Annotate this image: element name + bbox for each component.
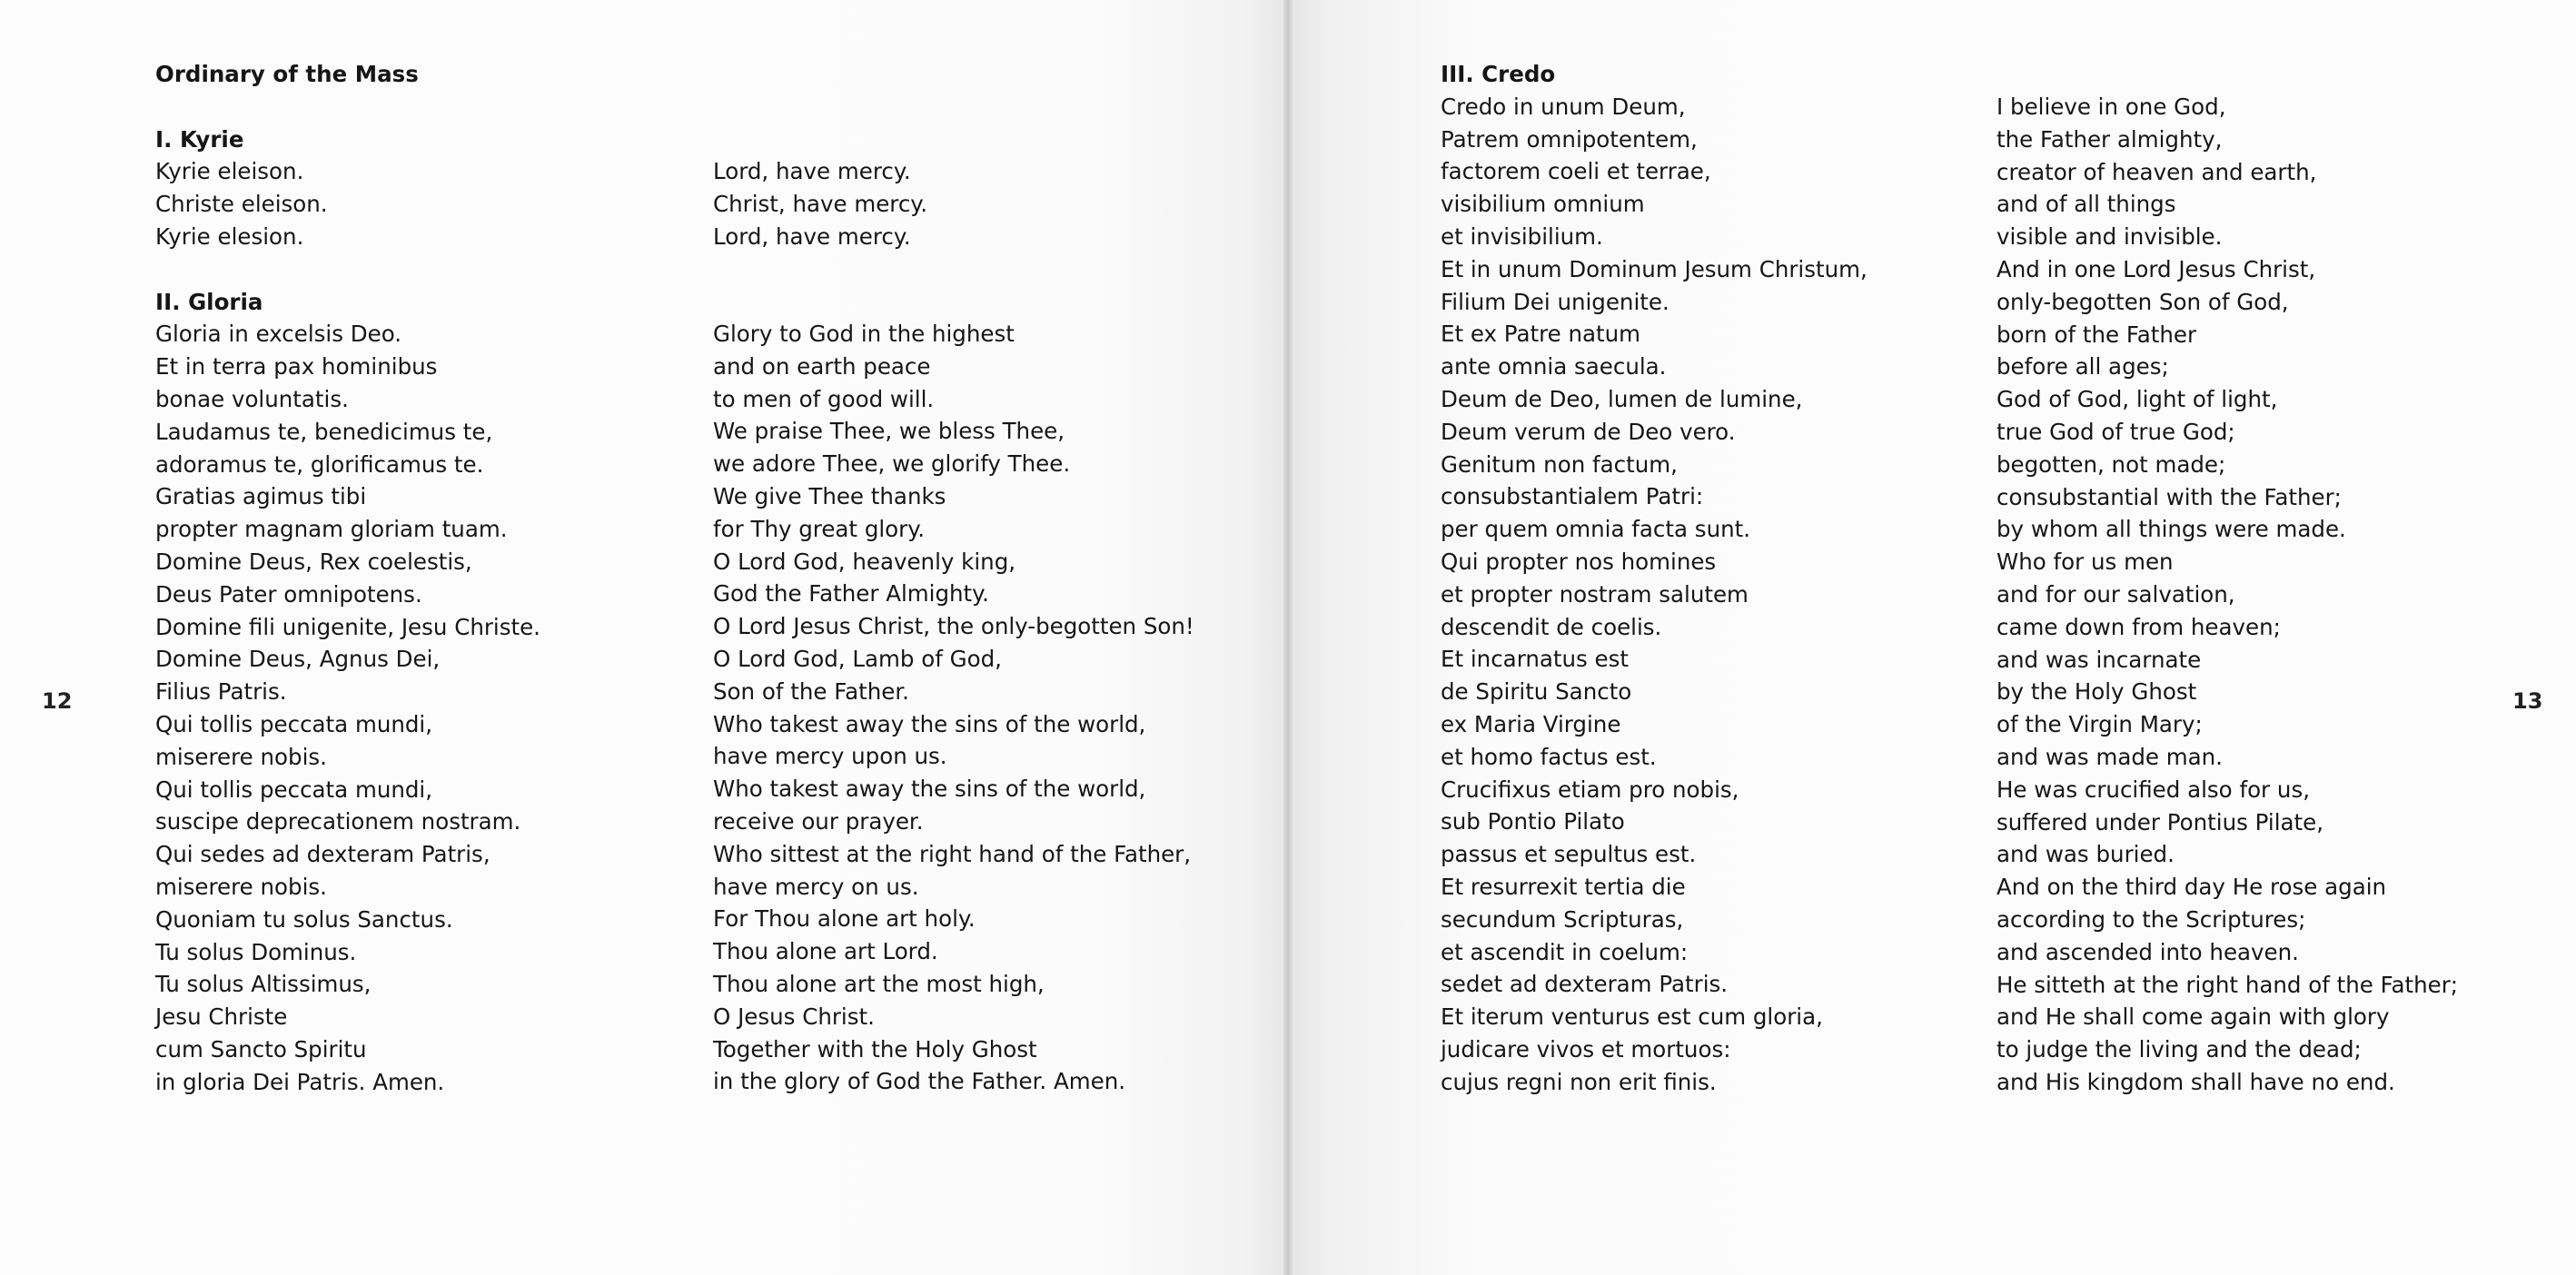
gloria-english-line: in the glory of God the Father. Amen. (713, 1068, 1126, 1095)
gloria-english-line: O Lord God, Lamb of God, (713, 645, 1002, 672)
gloria-english-line: for Thy great glory. (713, 515, 926, 542)
credo-latin-line: Et resurrexit tertia die (1441, 873, 1686, 900)
gloria-latin-line: Qui sedes ad dexteram Patris, (155, 841, 490, 868)
credo-english-line: I believe in one God, (1996, 94, 2226, 120)
gloria-english-line: receive our prayer. (713, 807, 924, 835)
credo-latin-line: descendit de coelis. (1441, 613, 1662, 640)
gloria-latin-line: Qui tollis peccata mundi, (155, 776, 433, 803)
credo-latin-line: et propter nostram salutem (1441, 580, 1749, 608)
right-page (1288, 0, 2576, 1275)
gloria-latin-line: miserere nobis. (155, 743, 327, 770)
credo-latin-line: Et in unum Dominum Jesum Christum, (1441, 255, 1868, 282)
kyrie-latin-line: Kyrie elesion. (155, 222, 304, 250)
credo-latin-line: Et incarnatus est (1441, 646, 1630, 673)
credo-latin-line: et ascendit in coelum: (1441, 938, 1689, 965)
page-number-right: 13 (2512, 688, 2543, 714)
credo-english-line: by the Holy Ghost (1996, 678, 2197, 706)
credo-latin-line: Qui propter nos homines (1441, 548, 1717, 575)
spacer (713, 252, 1194, 285)
gloria-english-line: Who takest away the sins of the world, (713, 710, 1146, 737)
book-spine-gutter (1283, 0, 1293, 1275)
gloria-latin-line: Tu solus Altissimus, (155, 971, 372, 998)
credo-latin-line: Filium Dei unigenite. (1441, 288, 1669, 315)
gloria-english-line: Thou alone art Lord. (713, 938, 938, 965)
spacer (155, 91, 540, 124)
credo-english-line: born of the Father (1996, 321, 2197, 348)
credo-latin-line: Et iterum venturus est cum gloria, (1441, 1003, 1823, 1031)
spacer (713, 285, 1194, 318)
credo-latin-line: Deum verum de Deo vero. (1441, 418, 1736, 445)
credo-english-line: And on the third day He rose again (1996, 874, 2387, 901)
kyrie-english-line: Lord, have mercy. (713, 158, 911, 184)
credo-english-line: the Father almighty, (1996, 125, 2223, 153)
credo-english-line: and He shall come again with glory (1996, 1003, 2390, 1031)
gloria-latin-line: Domine Deus, Rex coelestis, (155, 548, 472, 575)
gloria-english-line: For Thou alone art holy. (713, 905, 976, 933)
english-column-right-page (1996, 91, 2458, 1099)
gloria-latin-line: Jesu Christe (155, 1003, 288, 1031)
gloria-latin-line: in gloria Dei Patris. Amen. (155, 1068, 445, 1095)
gloria-english-line: We praise Thee, we bless Thee, (713, 418, 1065, 445)
gloria-english-line: We give Thee thanks (713, 482, 946, 509)
gloria-english-line: have mercy on us. (713, 873, 919, 900)
gloria-english-line: God the Father Almighty. (713, 580, 989, 608)
kyrie-title: I. Kyrie (155, 125, 244, 153)
credo-latin-line: ante omnia saecula. (1441, 353, 1667, 381)
latin-column-left-page (155, 58, 540, 1099)
gloria-latin-line: bonae voluntatis. (155, 385, 349, 412)
gloria-latin-line: Filius Patris. (155, 678, 287, 706)
credo-english-line: and was made man. (1996, 743, 2223, 770)
credo-latin-line: Crucifixus etiam pro nobis, (1441, 776, 1739, 803)
credo-english-line: of the Virgin Mary; (1996, 711, 2203, 738)
gloria-english-line: Glory to God in the highest (713, 320, 1015, 347)
credo-english-line: consubstantial with the Father; (1996, 483, 2342, 510)
credo-title: III. Credo (1441, 61, 1556, 87)
gloria-latin-line: Gratias agimus tibi (155, 483, 367, 510)
credo-english-line: He was crucified also for us, (1996, 776, 2310, 803)
credo-latin-line: cujus regni non erit finis. (1441, 1068, 1717, 1095)
spacer (155, 253, 540, 286)
credo-english-line: and for our salvation, (1996, 580, 2235, 608)
credo-english-line: by whom all things were made. (1996, 516, 2346, 543)
credo-latin-line: ex Maria Virgine (1441, 710, 1621, 737)
gloria-english-line: we adore Thee, we glorify Thee. (713, 450, 1071, 478)
credo-latin-line: Deum de Deo, lumen de lumine, (1441, 385, 1803, 412)
gloria-latin-line: adoramus te, glorificamus te. (155, 450, 484, 478)
credo-latin-line: factorem coeli et terrae, (1441, 158, 1711, 185)
credo-latin-line: Credo in unum Deum, (1441, 93, 1686, 120)
gloria-latin-line: Gloria in excelsis Deo. (155, 321, 402, 348)
credo-latin-line: secundum Scripturas, (1441, 905, 1684, 933)
credo-english-line: and was buried. (1996, 841, 2175, 868)
credo-english-line: came down from heaven; (1996, 613, 2281, 640)
gloria-english-line: Who sittest at the right hand of the Father, (713, 840, 1192, 867)
gloria-title: II. Gloria (155, 288, 263, 315)
credo-english-line: suffered under Pontius Pilate, (1996, 808, 2323, 835)
credo-latin-line: per quem omnia facta sunt. (1441, 516, 1751, 543)
credo-english-line: according to the Scriptures; (1996, 905, 2306, 933)
gloria-english-line: Son of the Father. (713, 677, 909, 705)
kyrie-english-line: Christ, have mercy. (713, 190, 928, 217)
gloria-latin-line: Domine fili unigenite, Jesu Christe. (155, 613, 540, 640)
credo-english-line: visible and invisible. (1996, 223, 2223, 251)
credo-latin-line: de Spiritu Sancto (1441, 678, 1632, 706)
credo-english-line: to judge the living and the dead; (1996, 1036, 2362, 1063)
credo-english-line: before all ages; (1996, 353, 2169, 381)
credo-latin-line: visibilium omnium (1441, 191, 1645, 218)
gloria-latin-line: Domine Deus, Agnus Dei, (155, 646, 441, 673)
credo-english-line: and His kingdom shall have no end. (1996, 1068, 2395, 1095)
credo-english-line: God of God, light of light, (1996, 386, 2278, 413)
kyrie-latin-line: Kyrie eleison. (155, 158, 304, 185)
english-column-left-page (713, 155, 1194, 1098)
gloria-english-line: O Jesus Christ. (713, 1003, 875, 1030)
gloria-latin-line: suscipe deprecationem nostram. (155, 808, 521, 835)
gloria-latin-line: Tu solus Dominus. (155, 938, 357, 965)
gloria-latin-line: miserere nobis. (155, 873, 327, 900)
credo-latin-line: sedet ad dexteram Patris. (1441, 971, 1729, 998)
gloria-latin-line: Laudamus te, benedicimus te, (155, 418, 493, 445)
kyrie-latin-line: Christe eleison. (155, 191, 328, 218)
latin-column-right-page (1441, 58, 1868, 1099)
credo-latin-line: et homo factus est. (1441, 743, 1657, 770)
credo-english-line: only-begotten Son of God, (1996, 288, 2289, 315)
credo-latin-line: Et ex Patre natum (1441, 321, 1641, 348)
credo-latin-line: passus et sepultus est. (1441, 841, 1697, 868)
credo-english-line: He sitteth at the right hand of the Father; (1996, 971, 2459, 998)
gloria-latin-line: Et in terra pax hominibus (155, 353, 438, 381)
booklet-heading: Ordinary of the Mass (155, 61, 419, 87)
gloria-english-line: O Lord God, heavenly king, (713, 548, 1016, 575)
credo-latin-line: et invisibilium. (1441, 222, 1603, 250)
gloria-english-line: O Lord Jesus Christ, the only-begotten Son! (713, 613, 1194, 640)
credo-english-line: true God of true God; (1996, 418, 2235, 445)
gloria-english-line: Thou alone art the most high, (713, 970, 1045, 997)
gloria-english-line: to men of good will. (713, 385, 935, 412)
gloria-english-line: Who takest away the sins of the world, (713, 776, 1146, 803)
credo-english-line: and was incarnate (1996, 646, 2202, 673)
credo-english-line: and ascended into heaven. (1996, 938, 2299, 965)
gloria-english-line: have mercy upon us. (713, 743, 947, 770)
credo-english-line: and of all things (1996, 191, 2176, 218)
credo-english-line: begotten, not made; (1996, 450, 2226, 478)
page-number-left: 12 (42, 688, 73, 714)
gloria-latin-line: Deus Pater omnipotens. (155, 580, 422, 608)
gloria-latin-line: Quoniam tu solus Sanctus. (155, 905, 453, 933)
credo-latin-line: sub Pontio Pilato (1441, 808, 1625, 835)
credo-english-line: creator of heaven and earth, (1996, 158, 2317, 185)
gloria-english-line: and on earth peace (713, 352, 931, 380)
credo-english-line: And in one Lord Jesus Christ, (1996, 255, 2316, 282)
credo-english-line: Who for us men (1996, 549, 2174, 576)
kyrie-english-line: Lord, have mercy. (713, 222, 911, 250)
credo-latin-line: judicare vivos et mortuos: (1441, 1035, 1731, 1062)
gloria-english-line: Together with the Holy Ghost (713, 1035, 1037, 1062)
credo-latin-line: consubstantialem Patri: (1441, 483, 1704, 510)
gloria-latin-line: Qui tollis peccata mundi, (155, 710, 433, 737)
gloria-latin-line: cum Sancto Spiritu (155, 1035, 367, 1062)
credo-latin-line: Genitum non factum, (1441, 450, 1678, 478)
gloria-latin-line: propter magnam gloriam tuam. (155, 516, 508, 543)
credo-latin-line: Patrem omnipotentem, (1441, 125, 1698, 153)
